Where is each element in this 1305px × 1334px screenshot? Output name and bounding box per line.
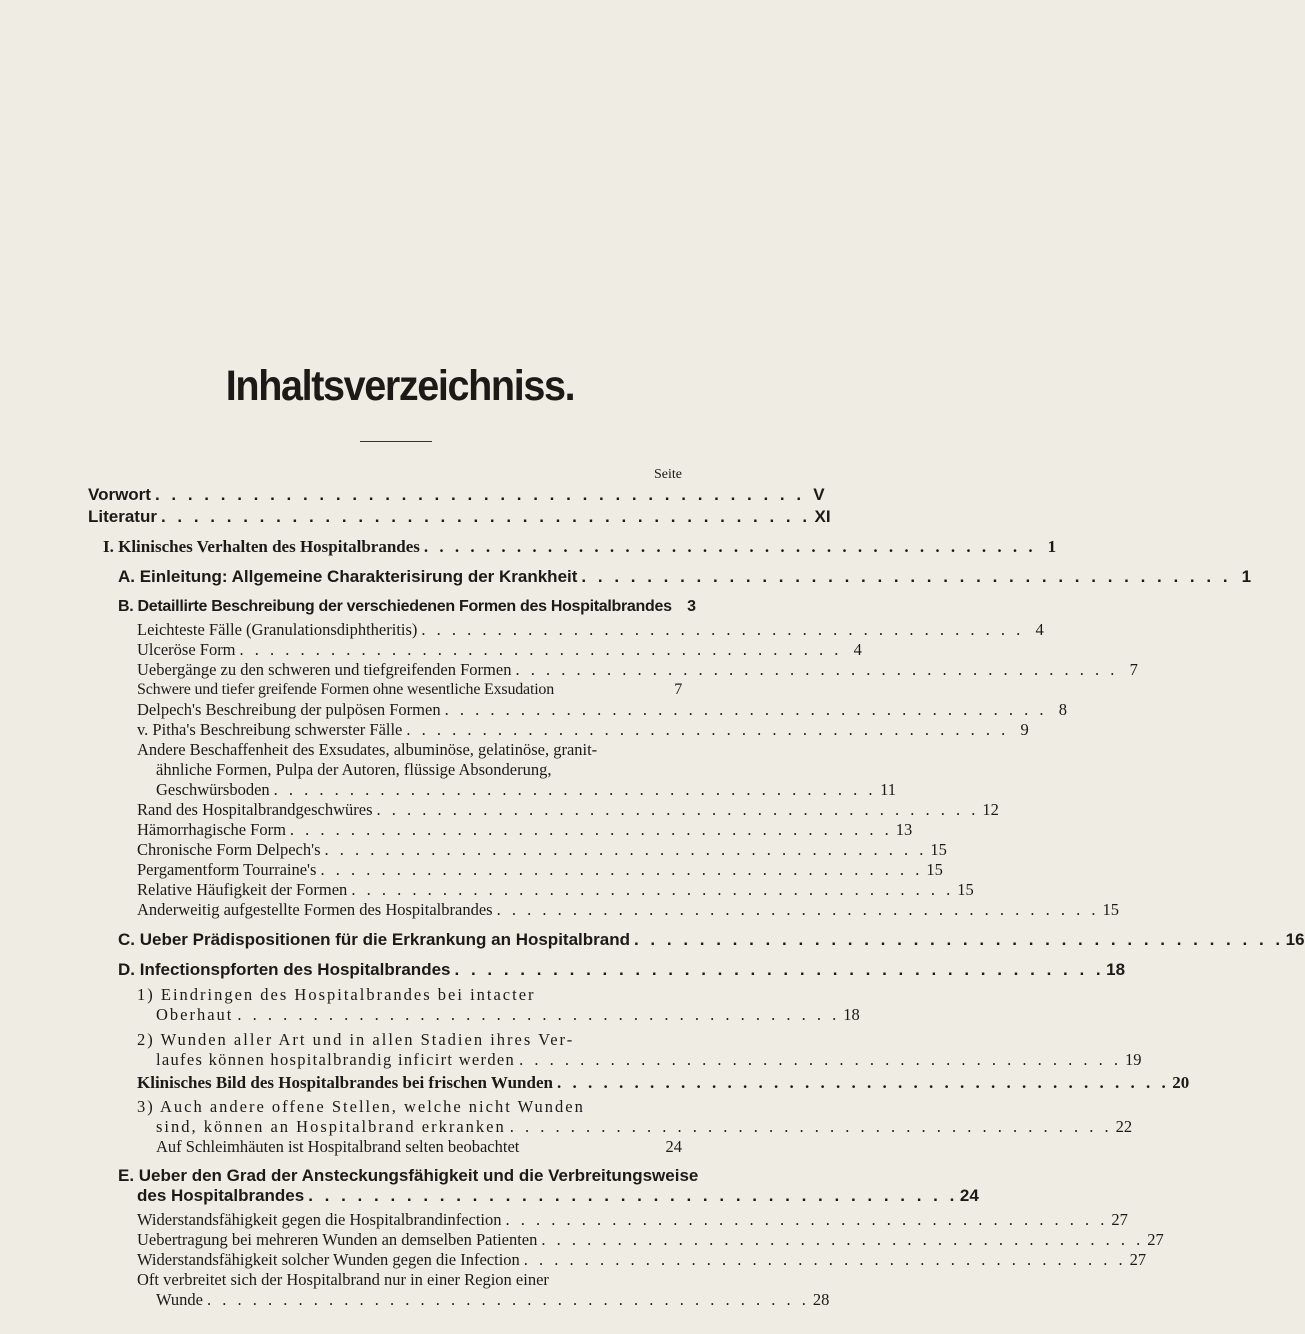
- leader-dots: . . . . . . . . . . . . . . . . . . . . . . . . . . . . . . . . . . . . . . . .: [505, 1210, 1108, 1229]
- toc-entry-line[interactable]: 2) Wunden aller Art und in allen Stadien ihres Ver-: [137, 1030, 575, 1049]
- page-number: 22: [1115, 1117, 1133, 1136]
- toc-entry[interactable]: Uebertragung bei mehreren Wunden an demselben Patienten . . . . . . . . . . . . . . . . . . . . . . . . . . . . . . . . . . . . . . . . 27: [137, 1230, 1164, 1249]
- toc-entry-section-e[interactable]: E. Ueber den Grad der Ansteckungsfähigkeit und die Verbreitungsweise: [118, 1166, 699, 1185]
- page-number: 27: [1147, 1230, 1164, 1249]
- page-number: 20: [1172, 1073, 1190, 1092]
- leader-dots: . . . . . . . . . . . . . . . . . . . . . . . . . . . . . . . . . . . . . . . .: [519, 1050, 1122, 1069]
- toc-entry-line: ähnliche Formen, Pulpa der Autoren, flüssige Absonderung,: [156, 760, 552, 779]
- toc-entry[interactable]: Chronische Form Delpech's . . . . . . . . . . . . . . . . . . . . . . . . . . . . . . . . . . . . . . . . 15: [137, 840, 947, 859]
- toc-entry[interactable]: Wunde . . . . . . . . . . . . . . . . . . . . . . . . . . . . . . . . . . . . . . . . 28: [156, 1290, 830, 1309]
- page-number: 15: [1102, 900, 1119, 919]
- page-number: 1: [1047, 537, 1057, 556]
- page-number: 16: [1285, 930, 1305, 949]
- leader-dots: . . . . . . . . . . . . . . . . . . . . . . . . . . . . . . . . . . . . . . . .: [633, 930, 1284, 949]
- leader-dots: . . . . . . . . . . . . . . . . . . . . . . . . . . . . . . . . . . . . . . . .: [207, 1290, 810, 1309]
- page-number: 24: [959, 1186, 979, 1205]
- toc-entry-section-b[interactable]: B. Detaillirte Beschreibung der verschiedenen Formen des Hospitalbrandes 3: [118, 598, 696, 615]
- page-number: V: [813, 485, 825, 504]
- page-number: 4: [1035, 620, 1044, 639]
- toc-entry[interactable]: sind, können an Hospitalbrand erkranken . . . . . . . . . . . . . . . . . . . . . . . . . . . . . . . . . . . . . . . . 22: [156, 1117, 1133, 1136]
- leader-dots: . . . . . . . . . . . . . . . . . . . . . . . . . . . . . . . . . . . . . . . .: [351, 880, 954, 899]
- toc-entry[interactable]: Ulceröse Form . . . . . . . . . . . . . . . . . . . . . . . . . . . . . . . . . . . . . . . . 4: [137, 640, 862, 659]
- leader-dots: . . . . . . . . . . . . . . . . . . . . . . . . . . . . . . . . . . . . . . . .: [324, 840, 927, 859]
- toc-entry[interactable]: Klinisches Bild des Hospitalbrandes bei frischen Wunden . . . . . . . . . . . . . . . . . . . . . . . . . . . . . . . . . . . . . . . . 20: [137, 1073, 1190, 1092]
- toc-entry[interactable]: Geschwürsboden . . . . . . . . . . . . . . . . . . . . . . . . . . . . . . . . . . . . . . . . 11: [156, 780, 897, 799]
- leader-dots: . . . . . . . . . . . . . . . . . . . . . . . . . . . . . . . . . . . . . . . .: [308, 1186, 958, 1205]
- page-number: 13: [895, 820, 913, 839]
- page-number: 18: [1106, 960, 1126, 979]
- toc-entry[interactable]: v. Pitha's Beschreibung schwerster Fälle . . . . . . . . . . . . . . . . . . . . . . . . . . . . . . . . . . . . . . . . 9: [137, 720, 1029, 739]
- page-number: 7: [1129, 660, 1138, 679]
- leader-dots: . . . . . . . . . . . . . . . . . . . . . . . . . . . . . . . . . . . . . . . .: [237, 1005, 840, 1024]
- toc-entry-section-a[interactable]: A. Einleitung: Allgemeine Charakterisirung der Krankheit . . . . . . . . . . . . . . . . . . . . . . . . . . . . . . . . . . . . . . . . 1: [118, 567, 1252, 586]
- toc-entry-part-1[interactable]: I. Klinisches Verhalten des Hospitalbrandes . . . . . . . . . . . . . . . . . . . . . . . . . . . . . . . . . . . . . . . . 1: [103, 537, 1057, 556]
- toc-entry-line[interactable]: Oft verbreitet sich der Hospitalbrand nur in einer Region einer: [137, 1270, 549, 1289]
- leader-dots: . . . . . . . . . . . . . . . . . . . . . . . . . . . . . . . . . . . . . . . .: [406, 720, 1009, 739]
- page-number: 18: [843, 1005, 860, 1024]
- leader-dots: . . . . . . . . . . . . . . . . . . . . . . . . . . . . . . . . . . . . . . . .: [160, 507, 811, 526]
- toc-entry[interactable]: des Hospitalbrandes . . . . . . . . . . . . . . . . . . . . . . . . . . . . . . . . . . . . . . . . 24: [137, 1186, 979, 1205]
- leader-dots: . . . . . . . . . . . . . . . . . . . . . . . . . . . . . . . . . . . . . . . .: [273, 780, 877, 799]
- page-number: 15: [930, 840, 947, 859]
- page-number: 27: [1129, 1250, 1147, 1269]
- leader-dots: . . . . . . . . . . . . . . . . . . . . . . . . . . . . . . . . . . . . . . . .: [289, 820, 893, 839]
- toc-entry[interactable]: Rand des Hospitalbrandgeschwüres . . . . . . . . . . . . . . . . . . . . . . . . . . . . . . . . . . . . . . . . 12: [137, 800, 999, 819]
- page-number: XI: [814, 507, 831, 526]
- toc-entry[interactable]: Delpech's Beschreibung der pulpösen Formen . . . . . . . . . . . . . . . . . . . . . . . . . . . . . . . . . . . . . . . . 8: [137, 700, 1067, 719]
- toc-entry[interactable]: Leichteste Fälle (Granulationsdiphtheritis) . . . . . . . . . . . . . . . . . . . . . . . . . . . . . . . . . . . . . . . . 4: [137, 620, 1044, 639]
- page-number: 15: [957, 880, 974, 899]
- page-number: 9: [1020, 720, 1029, 739]
- leader-dots: . . . . . . . . . . . . . . . . . . . . . . . . . . . . . . . . . . . . . . . .: [154, 485, 805, 504]
- leader-dots: . . . . . . . . . . . . . . . . . . . . . . . . . . . . . . . . . . . . . . . .: [239, 640, 842, 659]
- leader-dots: . . . . . . . . . . . . . . . . . . . . . . . . . . . . . . . . . . . . . . . .: [523, 1250, 1127, 1269]
- toc-entry[interactable]: Widerstandsfähigkeit solcher Wunden gegen die Infection . . . . . . . . . . . . . . . . . . . . . . . . . . . . . . . . . . . . . . . . 27: [137, 1250, 1147, 1269]
- leader-dots: . . . . . . . . . . . . . . . . . . . . . . . . . . . . . . . . . . . . . . . .: [541, 1230, 1144, 1249]
- toc-entry[interactable]: Auf Schleimhäuten ist Hospitalbrand selten beobachtet 24: [156, 1137, 682, 1156]
- page-number: 3: [687, 598, 696, 615]
- page-number: 27: [1111, 1210, 1128, 1229]
- toc-entry-literatur[interactable]: Literatur . . . . . . . . . . . . . . . . . . . . . . . . . . . . . . . . . . . . . . . . XI: [88, 507, 831, 526]
- leader-dots: . . . . . . . . . . . . . . . . . . . . . . . . . . . . . . . . . . . . . . . .: [320, 860, 923, 879]
- toc-entry[interactable]: Anderweitig aufgestellte Formen des Hospitalbrandes . . . . . . . . . . . . . . . . . . . . . . . . . . . . . . . . . . . . . . . . 15: [137, 900, 1119, 919]
- toc-entry-line[interactable]: 1) Eindringen des Hospitalbrandes bei intacter: [137, 985, 536, 1004]
- leader-dots: . . . . . . . . . . . . . . . . . . . . . . . . . . . . . . . . . . . . . . . .: [423, 537, 1037, 556]
- leader-dots: . . . . . . . . . . . . . . . . . . . . . . . . . . . . . . . . . . . . . . . .: [444, 700, 1047, 719]
- toc-entry-vorwort[interactable]: Vorwort . . . . . . . . . . . . . . . . . . . . . . . . . . . . . . . . . . . . . . . . V: [88, 485, 825, 504]
- leader-dots: . . . . . . . . . . . . . . . . . . . . . . . . . . . . . . . . . . . . . . . .: [515, 660, 1118, 679]
- page-title: Inhaltsverzeichniss.: [225, 362, 575, 410]
- page-number: 28: [812, 1290, 830, 1309]
- toc-entry-line[interactable]: Andere Beschaffenheit des Exsudates, albuminöse, gelatinöse, granit-: [137, 740, 598, 759]
- page-number: 15: [926, 860, 943, 879]
- toc-entry[interactable]: Schwere und tiefer greifende Formen ohne wesentliche Exsudation 7: [137, 681, 682, 698]
- toc-entry[interactable]: Relative Häufigkeit der Formen . . . . . . . . . . . . . . . . . . . . . . . . . . . . . . . . . . . . . . . . 15: [137, 880, 974, 899]
- leader-dots: . . . . . . . . . . . . . . . . . . . . . . . . . . . . . . . . . . . . . . . .: [581, 567, 1232, 586]
- page-number: 7: [674, 681, 682, 698]
- page-number: 1: [1241, 567, 1252, 586]
- toc-entry[interactable]: Oberhaut . . . . . . . . . . . . . . . . . . . . . . . . . . . . . . . . . . . . . . . . 18: [156, 1005, 860, 1024]
- toc-entry[interactable]: Pergamentform Tourraine's . . . . . . . . . . . . . . . . . . . . . . . . . . . . . . . . . . . . . . . . 15: [137, 860, 943, 879]
- toc-entry[interactable]: Hämorrhagische Form . . . . . . . . . . . . . . . . . . . . . . . . . . . . . . . . . . . . . . . . 13: [137, 820, 913, 839]
- leader-dots: . . . . . . . . . . . . . . . . . . . . . . . . . . . . . . . . . . . . . . . .: [421, 620, 1024, 639]
- toc-entry[interactable]: Widerstandsfähigkeit gegen die Hospitalbrandinfection . . . . . . . . . . . . . . . . . . . . . . . . . . . . . . . . . . . . . . . . 27: [137, 1210, 1128, 1229]
- page-number: 4: [853, 640, 862, 659]
- page-number: 8: [1058, 700, 1067, 719]
- page-number: 12: [982, 800, 999, 819]
- leader-dots: . . . . . . . . . . . . . . . . . . . . . . . . . . . . . . . . . . . . . . . .: [556, 1073, 1170, 1092]
- toc-entry-section-c[interactable]: C. Ueber Prädispositionen für die Erkrankung an Hospitalbrand . . . . . . . . . . . . . . . . . . . . . . . . . . . . . . . . . . . . . . . . 16: [118, 930, 1305, 949]
- toc-entry-line[interactable]: 3) Auch andere offene Stellen, welche nicht Wunden: [137, 1097, 585, 1116]
- page-column-label: Seite: [654, 467, 682, 482]
- leader-dots: . . . . . . . . . . . . . . . . . . . . . . . . . . . . . . . . . . . . . . . .: [454, 960, 1105, 979]
- page-number: 24: [665, 1137, 682, 1156]
- leader-dots: . . . . . . . . . . . . . . . . . . . . . . . . . . . . . . . . . . . . . . . .: [496, 900, 1099, 919]
- page-number: 19: [1124, 1050, 1142, 1069]
- toc-entry-section-d[interactable]: D. Infectionspforten des Hospitalbrandes . . . . . . . . . . . . . . . . . . . . . . . . . . . . . . . . . . . . . . . . 18: [118, 960, 1126, 979]
- leader-dots: . . . . . . . . . . . . . . . . . . . . . . . . . . . . . . . . . . . . . . . .: [376, 800, 979, 819]
- toc-entry[interactable]: laufes können hospitalbrandig inficirt werden . . . . . . . . . . . . . . . . . . . . . . . . . . . . . . . . . . . . . . . . 19: [156, 1050, 1142, 1069]
- leader-dots: . . . . . . . . . . . . . . . . . . . . . . . . . . . . . . . . . . . . . . . .: [509, 1117, 1113, 1136]
- page-number: 11: [880, 780, 897, 799]
- toc-entry[interactable]: Uebergänge zu den schweren und tiefgreifenden Formen . . . . . . . . . . . . . . . . . . . . . . . . . . . . . . . . . . . . . . . . 7: [137, 660, 1138, 679]
